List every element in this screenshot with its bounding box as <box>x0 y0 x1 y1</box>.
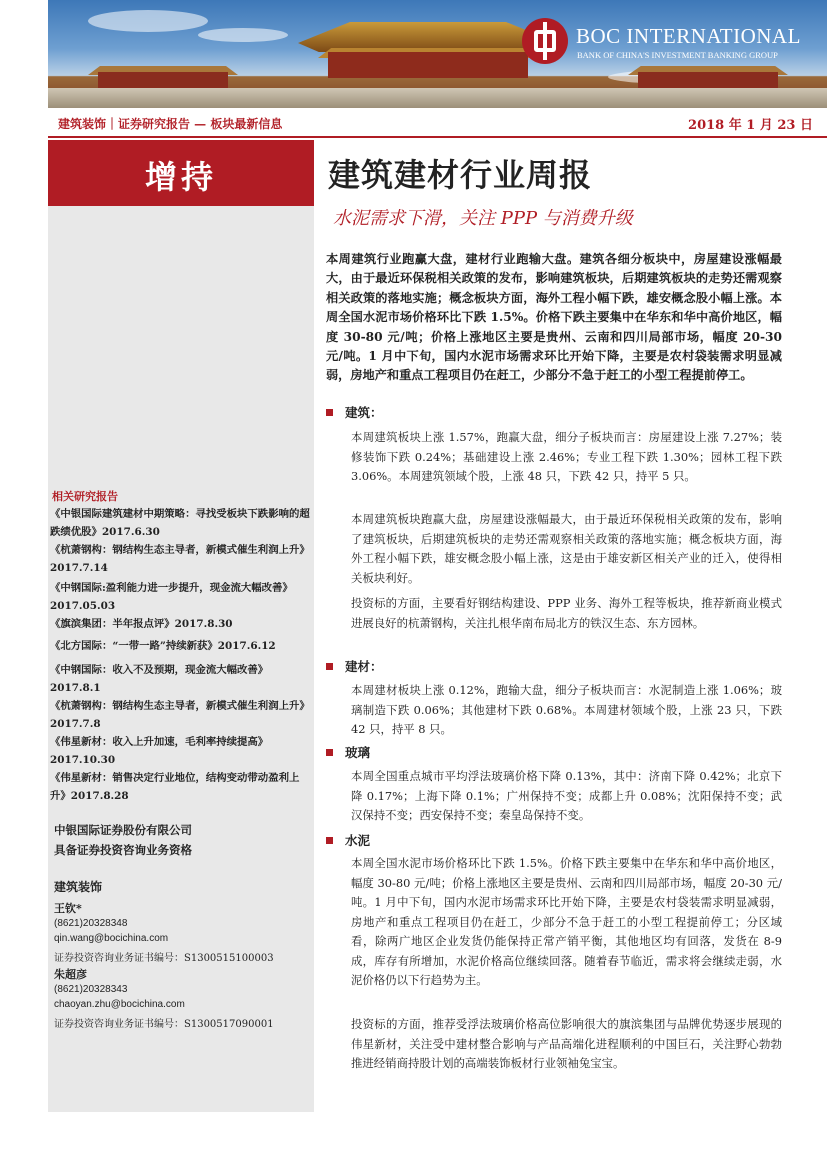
analyst-name: 朱超彦 <box>54 968 87 981</box>
related-report-item[interactable]: 《杭萧钢构：钢结构生态主导者，新模式催生利润上升》2017.7.14 <box>50 544 310 574</box>
logo-subtitle: BANK OF CHINA'S INVESTMENT BANKING GROUP <box>577 50 778 60</box>
related-report-item[interactable]: 《中钢国际：收入不及预期，现金流大幅改善》2017.8.1 <box>50 664 269 694</box>
related-reports-heading: 相关研究报告 <box>52 490 118 503</box>
report-date: 2018 年 1 月 23 日 <box>688 118 813 133</box>
analyst-certificate: 证券投资咨询业务证书编号：S1300515100003 <box>54 953 274 964</box>
section-paragraph: 投资标的方面，主要看好钢结构建设、PPP 业务、海外工程等板块，推荐新商业模式进展良好的杭萧钢构，关注扎根华南布局北方的铁汉生态、东方园林。 <box>351 596 782 630</box>
analyst-email[interactable]: qin.wang@bocichina.com <box>54 933 169 944</box>
report-summary: 本周建筑行业跑赢大盘，建材行业跑输大盘。建筑各细分板块中，房屋建设涨幅最大，由于最近环保税相关政策的发布，影响建筑板块，后期建筑板块的走势还需观察相关政策的落地实施；概念板块方面，海外工程小幅下跌，雄安概念股小幅上涨。本周全国水泥市场价格环比下跌 1.5%。价格下跌主要集中在华东和华中高价地区，幅度 30-80 元/吨；价格上涨地区主要是贵州、云南和四川局部市场，幅度 20-30 元/吨。1 月中下旬，国内水泥市场需求环比开始下降，主要是农村袋装需求明显减弱，房地产和重点工程项目仍在赶工，少部分不急于赶工的小型工程提前停工。 <box>326 252 782 383</box>
report-header-strip <box>48 108 827 138</box>
section-paragraph: 本周建材板块上涨 0.12%，跑输大盘，细分子板块而言：水泥制造上涨 1.06%；玻璃制造下跌 0.06%；其他建材下跌 0.68%。本周建材领域个股，上涨 23 只，下跌 42 只，持平 8 只。 <box>351 683 782 736</box>
firm-license: 具备证券投资咨询业务资格 <box>54 843 192 857</box>
related-report-item[interactable]: 《中钢国际:盈利能力进一步提升，现金流大幅改善》2017.05.03 <box>50 582 293 612</box>
analyst-email[interactable]: chaoyan.zhu@bocichina.com <box>54 999 185 1010</box>
analyst-sector: 建筑装饰 <box>54 880 103 894</box>
logo-name: BOC INTERNATIONAL <box>576 24 801 48</box>
boc-emblem-icon <box>522 18 568 64</box>
section-heading-construction: 建筑： <box>326 403 383 421</box>
boci-logo <box>522 18 822 72</box>
report-category: 建筑装饰｜证券研究报告 — 板块最新信息 <box>58 117 283 131</box>
square-bullet-icon <box>326 663 333 670</box>
report-title: 建筑建材行业周报 <box>328 156 593 194</box>
header-banner-image <box>48 0 827 108</box>
related-report-item[interactable]: 《中银国际建筑建材中期策略：寻找受板块下跌影响的超跌绩优股》2017.6.30 <box>50 508 310 538</box>
left-sidebar <box>48 140 314 1112</box>
section-paragraph: 投资标的方面，推荐受浮法玻璃价格高位影响很大的旗滨集团与品牌优势逐步展现的伟星新材，关注受中建材整合影响与产品高端化进程顺利的中国巨石，关注野心勃勃推进经销商持股计划的高端装饰板材行业领袖兔宝宝。 <box>351 1017 782 1070</box>
rating-label: 增持 <box>144 158 217 196</box>
related-report-item[interactable]: 《杭萧钢构：钢结构生态主导者，新模式催生利润上升》2017.7.8 <box>50 700 310 730</box>
section-heading-cement: 水泥 <box>326 831 370 849</box>
section-heading-materials: 建材： <box>326 657 383 675</box>
related-report-item[interactable]: 《伟星新材：收入上升加速，毛利率持续提高》2017.10.30 <box>50 736 269 766</box>
square-bullet-icon <box>326 409 333 416</box>
firm-name: 中银国际证券股份有限公司 <box>54 823 192 837</box>
square-bullet-icon <box>326 749 333 756</box>
rating-box <box>48 140 314 206</box>
section-heading-glass: 玻璃 <box>326 743 370 761</box>
related-report-item[interactable]: 《伟星新材：销售决定行业地位，结构变动带动盈利上升》2017.8.28 <box>50 772 300 802</box>
section-paragraph: 本周建筑板块上涨 1.57%，跑赢大盘，细分子板块而言：房屋建设上涨 7.27%；装修装饰下跌 0.24%；基础建设上涨 2.46%；专业工程下跌 1.30%；园林工程下跌 3.06%。本周建筑领域个股，上涨 48 只，下跌 42 只，持平 5 只。 <box>351 430 782 483</box>
square-bullet-icon <box>326 837 333 844</box>
analyst-name: 王钦* <box>54 902 82 915</box>
analyst-phone: (8621)20328343 <box>54 984 128 995</box>
section-paragraph: 本周全国重点城市平均浮法玻璃价格下降 0.13%，其中：济南下降 0.42%；北京下降 0.17%；上海下降 0.1%；广州保持不变；成都上升 0.08%；沈阳保持不变；武汉保持不变；西安保持不变；秦皇岛保持不变。 <box>351 769 782 822</box>
related-report-item[interactable]: 《旗滨集团：半年报点评》2017.8.30 <box>50 618 233 630</box>
related-report-item[interactable]: 《北方国际：“一带一路”持续新获》2017.6.12 <box>50 640 276 652</box>
analyst-phone: (8621)20328348 <box>54 918 128 929</box>
section-paragraph: 本周建筑板块跑赢大盘，房屋建设涨幅最大，由于最近环保税相关政策的发布，影响了建筑板块，后期建筑板块的走势还需观察相关政策的落地实施；概念板块方面，海外工程小幅下跌，雄安概念股小幅上涨，这是由于雄安新区相关产业的迁入，使得相关板块利好。 <box>351 512 782 585</box>
analyst-certificate: 证券投资咨询业务证书编号：S1300517090001 <box>54 1019 274 1030</box>
section-paragraph: 本周全国水泥市场价格环比下跌 1.5%。价格下跌主要集中在华东和华中高价地区，幅度 30-80 元/吨；价格上涨地区主要是贵州、云南和四川局部市场，幅度 20-30 元/吨。1 月中下旬，国内水泥市场需求环比开始下降，主要是农村袋装需求明显减弱，房地产和重点工程项目仍在赶工，少部分不急于赶工的小型工程提前停工；分区域看，除两广地区企业发货仍能保持正常产销平衡，其他地区均有回落，发货在 8-9 成，库存有所增加，水泥价格高位继续回落。随着春节临近，需求将会继续走弱，水泥价格仍以下行趋势为主。 <box>351 856 782 987</box>
report-subtitle: 水泥需求下滑，关注 PPP 与消费升级 <box>333 208 633 229</box>
